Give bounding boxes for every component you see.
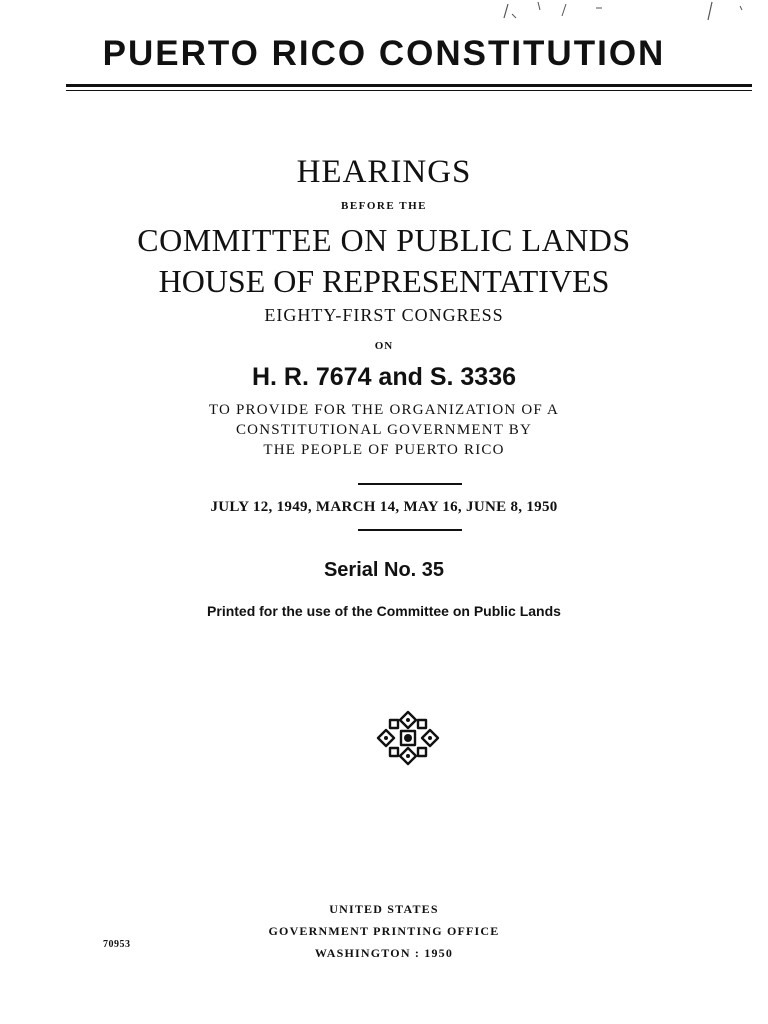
page-title: PUERTO RICO CONSTITUTION bbox=[102, 34, 666, 73]
printed-for-note: Printed for the use of the Committee on Public Lands bbox=[207, 603, 561, 619]
handwritten-marks bbox=[500, 0, 760, 29]
floral-ornament-icon bbox=[372, 706, 444, 770]
house-name: HOUSE OF REPRESENTATIVES bbox=[158, 263, 610, 299]
publisher-line: WASHINGTON : 1950 bbox=[314, 946, 454, 960]
hearing-dates: JULY 12, 1949, MARCH 14, MAY 16, JUNE 8, 1950 bbox=[210, 499, 558, 515]
purpose-line: TO PROVIDE FOR THE ORGANIZATION OF A bbox=[208, 402, 560, 418]
on-label: ON bbox=[374, 340, 394, 352]
publisher-line: GOVERNMENT PRINTING OFFICE bbox=[268, 924, 500, 938]
divider-top bbox=[358, 483, 462, 485]
serial-number: Serial No. 35 bbox=[323, 559, 445, 581]
imprint-number: 70953 bbox=[103, 939, 131, 950]
heading: HEARINGS bbox=[296, 154, 472, 190]
purpose-text bbox=[0, 400, 768, 460]
purpose-line: THE PEOPLE OF PUERTO RICO bbox=[263, 442, 505, 458]
purpose-line: CONSTITUTIONAL GOVERNMENT BY bbox=[235, 422, 533, 438]
title-rule-top bbox=[66, 84, 752, 87]
congress-label: EIGHTY-FIRST CONGRESS bbox=[264, 305, 504, 325]
publisher-line: UNITED STATES bbox=[329, 902, 439, 916]
divider-bottom bbox=[358, 529, 462, 531]
before-the-label: BEFORE THE bbox=[340, 200, 427, 212]
committee-name: COMMITTEE ON PUBLIC LANDS bbox=[137, 222, 631, 258]
title-rule-bottom bbox=[66, 90, 752, 91]
publisher-block bbox=[0, 898, 768, 964]
bill-numbers: H. R. 7674 and S. 3336 bbox=[251, 363, 517, 391]
